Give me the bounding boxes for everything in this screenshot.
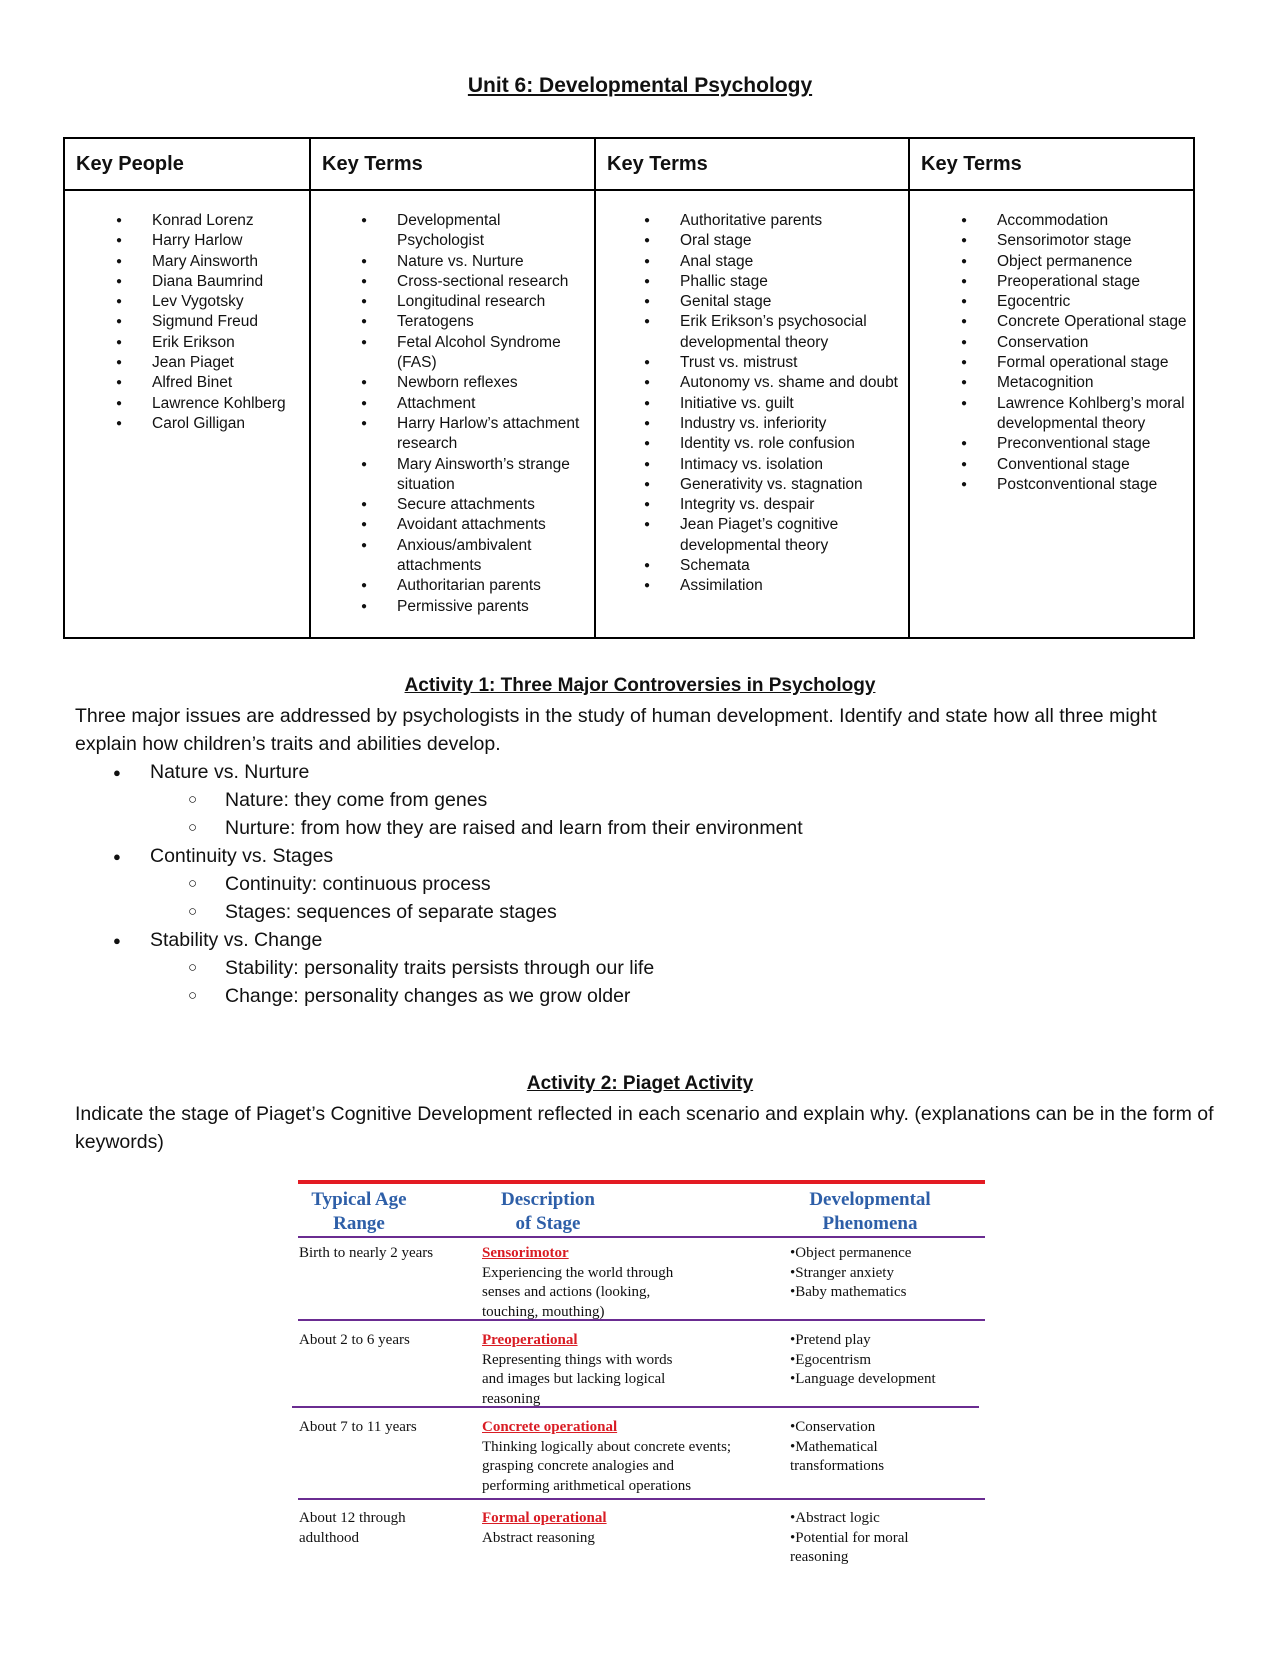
- key-list-item: ● Cross-sectional research: [311, 272, 588, 292]
- key-list-item: ● Teratogens: [311, 312, 588, 332]
- row-rule: [298, 1236, 985, 1238]
- phenomenon: •Language development: [790, 1371, 936, 1387]
- header-key-terms-2: Key Terms: [595, 138, 909, 190]
- activity1-intro: Three major issues are addressed by psychologists in the study of human development. Identify and state how all three might explain how children’s traits and abilities develop.: [75, 705, 1157, 755]
- key-list-item: ● Authoritarian parents: [311, 576, 588, 596]
- row-rule: [292, 1406, 979, 1408]
- key-list-item: ● Integrity vs. despair: [596, 495, 902, 515]
- key-list-item: ● Postconventional stage: [910, 475, 1187, 495]
- key-list-item: ● Accommodation: [910, 211, 1187, 231]
- key-list-item: ● Industry vs. inferiority: [596, 414, 902, 434]
- key-list-item: ● Conservation: [910, 333, 1187, 353]
- header-key-people: Key People: [64, 138, 310, 190]
- key-list-item: ● Assimilation: [596, 576, 902, 596]
- controversy-subitem: ○ Change: personality changes as we grow older: [150, 982, 1175, 1010]
- activity2-heading: Activity 2: Piaget Activity: [526, 1073, 754, 1094]
- header-desc-line2: of Stage: [515, 1213, 581, 1234]
- key-list-item: ● Harry Harlow: [65, 231, 303, 251]
- activity1-heading: Activity 1: Three Major Controversies in Psychology: [404, 675, 876, 696]
- key-terms-cell-2: [595, 190, 909, 638]
- key-list-item: ● Metacognition: [910, 373, 1187, 393]
- key-list-item: ● Diana Baumrind: [65, 272, 303, 292]
- key-list-item: ● Sensorimotor stage: [910, 231, 1187, 251]
- key-list-item: ● Longitudinal research: [311, 292, 588, 312]
- controversy-item: [75, 842, 1175, 926]
- phenomenon: •Abstract logic: [790, 1510, 880, 1526]
- key-list-item: ● Developmental Psychologist: [311, 211, 588, 252]
- key-list-item: ● Erik Erikson: [65, 333, 303, 353]
- key-terms-cell-1: [310, 190, 595, 638]
- key-list-item: ● Carol Gilligan: [65, 414, 303, 434]
- stage-text: Abstract reasoning: [482, 1529, 595, 1546]
- header-age-line1: Typical Age: [311, 1189, 407, 1210]
- stage-description: [482, 1331, 692, 1409]
- controversy-item: [75, 758, 1175, 842]
- header-key-terms-3: Key Terms: [909, 138, 1194, 190]
- header-key-terms-1: Key Terms: [310, 138, 595, 190]
- key-list-item: ● Newborn reflexes: [311, 373, 588, 393]
- header-phenomena: [795, 1188, 945, 1236]
- key-people-cell: [64, 190, 310, 638]
- controversy-subitem: ○ Nature: they come from genes: [150, 786, 1175, 814]
- phenomenon: •Object permanence: [790, 1245, 912, 1261]
- header-description: [473, 1188, 623, 1236]
- controversy-label: Continuity vs. Stages: [150, 845, 334, 867]
- phenomenon: •Mathematical transformations: [790, 1438, 885, 1474]
- key-list-item: ● Authoritative parents: [596, 211, 902, 231]
- phenomenon: •Pretend play: [790, 1332, 871, 1348]
- age-range: Birth to nearly 2 years: [299, 1245, 434, 1261]
- controversy-subitem: ○ Nurture: from how they are raised and learn from their environment: [150, 814, 1175, 842]
- key-list-item: ● Genital stage: [596, 292, 902, 312]
- stage-text: Representing things with words and images but lacking logical reasoning: [482, 1351, 673, 1407]
- key-terms-table: [63, 137, 1195, 639]
- header-phen-line1: Developmental: [809, 1189, 931, 1210]
- key-list-item: ● Intimacy vs. isolation: [596, 455, 902, 475]
- stage-description: [482, 1418, 737, 1496]
- phenomenon: •Baby mathematics: [790, 1284, 907, 1300]
- controversy-label: Stability vs. Change: [150, 929, 323, 951]
- stage-description: [482, 1509, 692, 1548]
- controversy-item: [75, 926, 1175, 1010]
- phenomenon: •Conservation: [790, 1419, 876, 1435]
- key-list-item: ● Attachment: [311, 394, 588, 414]
- phenomenon: •Egocentrism: [790, 1351, 872, 1368]
- header-phen-line2: Phenomena: [822, 1213, 918, 1234]
- key-list-item: ● Conventional stage: [910, 455, 1187, 475]
- header-age: [303, 1188, 415, 1236]
- controversy-subitem: ○ Continuity: continuous process: [150, 870, 1175, 898]
- stage-name: Preoperational: [482, 1332, 578, 1348]
- phenomenon: •Potential for moral reasoning: [790, 1529, 909, 1565]
- key-list-item: ● Jean Piaget’s cognitive developmental theory: [596, 515, 902, 556]
- key-list-item: ● Lawrence Kohlberg: [65, 394, 303, 414]
- stage-name: Formal operational: [482, 1510, 607, 1526]
- key-list-item: ● Erik Erikson’s psychosocial developmental theory: [596, 312, 902, 353]
- key-list-item: ● Lev Vygotsky: [65, 292, 303, 312]
- key-list-item: ● Oral stage: [596, 231, 902, 251]
- key-list-item: ● Initiative vs. guilt: [596, 394, 902, 414]
- key-list-item: ● Alfred Binet: [65, 373, 303, 393]
- key-list-item: ● Identity vs. role confusion: [596, 434, 902, 454]
- key-list-item: ● Secure attachments: [311, 495, 588, 515]
- controversy-subitem: ○ Stability: personality traits persists through our life: [150, 954, 1175, 982]
- stage-text: Thinking logically about concrete events; grasping concrete analogies and performing arithmetical operations: [482, 1438, 732, 1494]
- row-rule: [298, 1319, 985, 1321]
- key-list-item: ● Anxious/ambivalent attachments: [311, 536, 588, 577]
- key-list-item: ● Permissive parents: [311, 597, 588, 617]
- key-list-item: ● Lawrence Kohlberg’s moral developmental theory: [910, 394, 1187, 435]
- key-list-item: ● Phallic stage: [596, 272, 902, 292]
- key-list-item: ● Anal stage: [596, 252, 902, 272]
- age-range: About 7 to 11 years: [299, 1419, 417, 1435]
- key-list-item: ● Trust vs. mistrust: [596, 353, 902, 373]
- stage-text: Experiencing the world through senses and actions (looking, touching, mouthing): [482, 1264, 674, 1320]
- page-title: Unit 6: Developmental Psychology: [467, 74, 813, 97]
- key-list-item: ● Formal operational stage: [910, 353, 1187, 373]
- key-list-item: ● Object permanence: [910, 252, 1187, 272]
- stage-description: [482, 1244, 692, 1322]
- controversy-subitem: ○ Stages: sequences of separate stages: [150, 898, 1175, 926]
- header-age-line2: Range: [333, 1213, 385, 1234]
- key-list-item: ● Mary Ainsworth’s strange situation: [311, 455, 588, 496]
- key-list-item: ● Konrad Lorenz: [65, 211, 303, 231]
- key-list-item: ● Fetal Alcohol Syndrome (FAS): [311, 333, 588, 374]
- key-list-item: ● Harry Harlow’s attachment research: [311, 414, 588, 455]
- controversies-list: [75, 758, 1175, 1010]
- key-list-item: ● Avoidant attachments: [311, 515, 588, 535]
- age-range: About 12 through adulthood: [299, 1510, 406, 1546]
- key-list-item: ● Generativity vs. stagnation: [596, 475, 902, 495]
- developmental-phenomena: [790, 1331, 965, 1390]
- key-list-item: ● Nature vs. Nurture: [311, 252, 588, 272]
- key-list-item: ● Mary Ainsworth: [65, 252, 303, 272]
- developmental-phenomena: [790, 1509, 965, 1568]
- stage-name: Concrete operational: [482, 1419, 618, 1435]
- key-list-item: ● Sigmund Freud: [65, 312, 303, 332]
- controversy-label: Nature vs. Nurture: [150, 761, 310, 783]
- phenomenon: •Stranger anxiety: [790, 1264, 894, 1281]
- developmental-phenomena: [790, 1418, 965, 1477]
- key-list-item: ● Autonomy vs. shame and doubt: [596, 373, 902, 393]
- piaget-stages-table: [295, 1180, 990, 1570]
- age-range: About 2 to 6 years: [299, 1332, 410, 1348]
- key-list-item: ● Concrete Operational stage: [910, 312, 1187, 332]
- top-rule: [298, 1180, 985, 1184]
- stage-name: Sensorimotor: [482, 1245, 569, 1261]
- key-list-item: ● Schemata: [596, 556, 902, 576]
- key-terms-cell-3: [909, 190, 1194, 638]
- key-list-item: ● Preoperational stage: [910, 272, 1187, 292]
- key-list-item: ● Preconventional stage: [910, 434, 1187, 454]
- row-rule: [298, 1498, 985, 1500]
- header-desc-line1: Description: [501, 1189, 595, 1210]
- key-list-item: ● Jean Piaget: [65, 353, 303, 373]
- key-list-item: ● Egocentric: [910, 292, 1187, 312]
- developmental-phenomena: [790, 1244, 965, 1303]
- activity2-intro: Indicate the stage of Piaget’s Cognitive Development reflected in each scenario and explain why. (explanations can be in the form of keywords): [75, 1103, 1214, 1153]
